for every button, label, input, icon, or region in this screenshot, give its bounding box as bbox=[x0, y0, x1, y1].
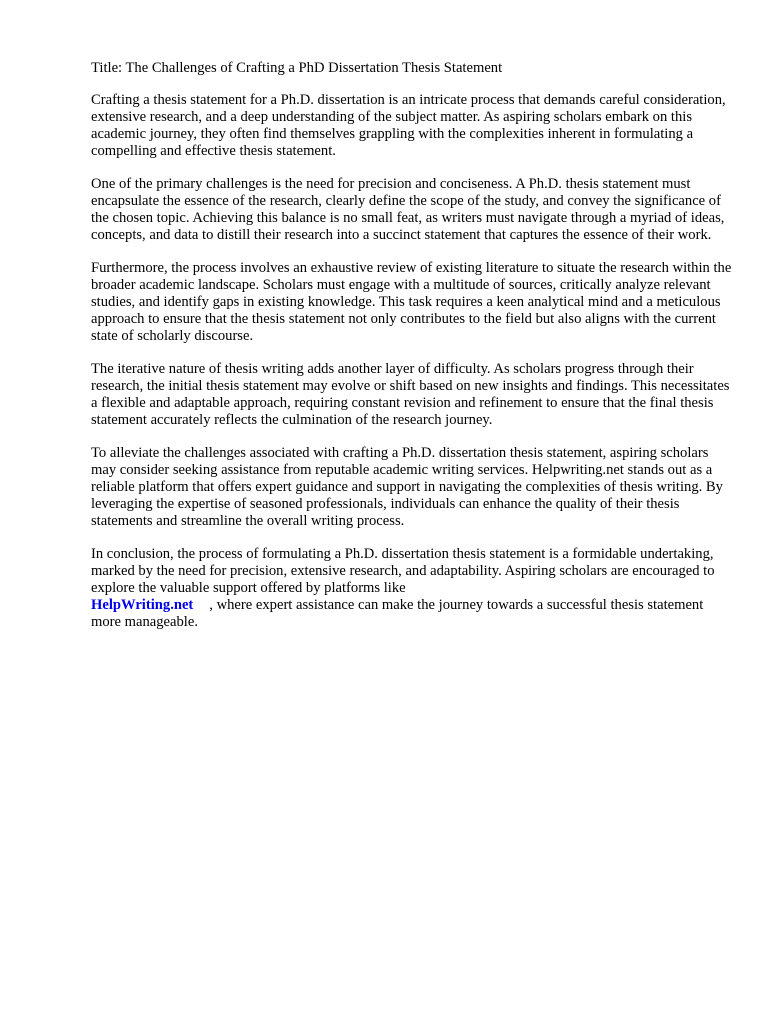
paragraph-literature-review: Furthermore, the process involves an exhaustive review of existing literature to situate the research within the broader academic landscape. Scholars must engage with a multitude of sources, critically analyze relevant studies, and identify gaps in existing knowledge. This task requires a keen analytical mind and a meticulous approach to ensure that the thesis statement not only contributes to the field but also aligns with the current state of scholarly discourse. bbox=[91, 259, 732, 345]
paragraph-conclusion bbox=[91, 546, 736, 631]
conclusion-text-before-link: In conclusion, the process of formulating a Ph.D. dissertation thesis statement is a formidable undertaking, marked by the need for precision, extensive research, and adaptability. Aspiring scholars are encouraged to explore the valuable support offered by platforms like bbox=[91, 545, 715, 596]
helpwriting-link[interactable]: HelpWriting.net bbox=[91, 596, 194, 613]
conclusion-text-after-link: , where expert assistance can make the journey towards a successful thesis statement more manageable. bbox=[91, 596, 704, 631]
paragraph-assistance: To alleviate the challenges associated with crafting a Ph.D. dissertation thesis statement, aspiring scholars may consider seeking assistance from reputable academic writing services. Helpwriting.net stands out as a reliable platform that offers expert guidance and support in navigating the complexities of thesis writing. By leveraging the expertise of seasoned professionals, individuals can enhance the quality of their thesis statements and streamline the overall writing process. bbox=[91, 444, 723, 530]
paragraph-iterative-nature: The iterative nature of thesis writing adds another layer of difficulty. As scholars progress through their research, the initial thesis statement may evolve or shift based on new insights and findings. This necessitates a flexible and adaptable approach, requiring constant revision and refinement to ensure that the final thesis statement accurately reflects the culmination of the research journey. bbox=[91, 360, 730, 429]
paragraph-precision: One of the primary challenges is the need for precision and conciseness. A Ph.D. thesis statement must encapsulate the essence of the research, clearly define the scope of the study, and convey the significance of the chosen topic. Achieving this balance is no small feat, as writers must navigate through a myriad of ideas, concepts, and data to distill their research into a succinct statement that captures the essence of their work. bbox=[91, 175, 725, 244]
document-title: Title: The Challenges of Crafting a PhD Dissertation Thesis Statement bbox=[91, 60, 503, 76]
document-page bbox=[91, 60, 736, 647]
paragraph-intro: Crafting a thesis statement for a Ph.D. dissertation is an intricate process that demands careful consideration, extensive research, and a deep understanding of the subject matter. As aspiring scholars embark on this academic journey, they often find themselves grappling with the complexities inherent in formulating a compelling and effective thesis statement. bbox=[91, 92, 726, 160]
